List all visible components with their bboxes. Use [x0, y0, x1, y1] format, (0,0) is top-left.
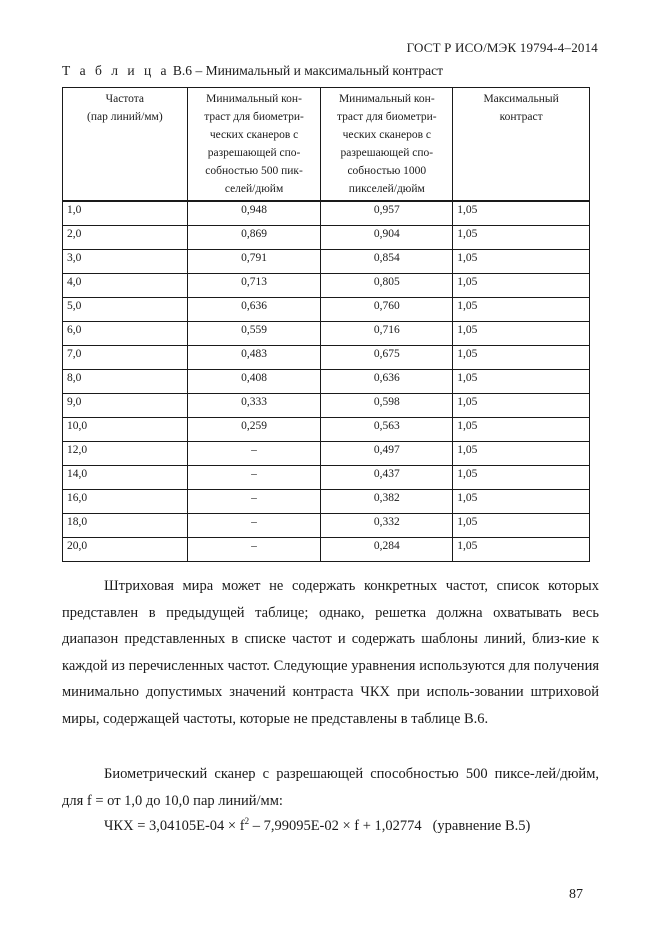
- cell-max: 1,05: [453, 442, 590, 466]
- cell-frequency: 5,0: [63, 298, 188, 322]
- cell-min-500: 0,713: [187, 274, 321, 298]
- cell-max: 1,05: [453, 538, 590, 562]
- cell-min-1000: 0,675: [321, 346, 453, 370]
- cell-min-1000: 0,716: [321, 322, 453, 346]
- table-caption-label: Т а б л и ц а: [62, 63, 170, 78]
- document-header: ГОСТ Р ИСО/МЭК 19794-4–2014: [406, 40, 598, 55]
- cell-frequency: 14,0: [63, 466, 188, 490]
- cell-frequency: 4,0: [63, 274, 188, 298]
- table-row: [63, 322, 590, 346]
- table-row: [63, 250, 590, 274]
- cell-max: 1,05: [453, 514, 590, 538]
- table-row: [63, 370, 590, 394]
- cell-min-1000: 0,598: [321, 394, 453, 418]
- cell-min-500: –: [187, 442, 321, 466]
- paragraph-1: Штриховая мира может не содержать конкретных частот, список которых представлен в предыдущей таблице; однако, решетка должна охватывать весь диапазон представленных в списке частот и содержать шаблоны линий, близ-кие к каждой из перечисленных частот. Следующие уравнения используются для получения минимально допустимых значений контраста ЧКХ при исполь-зовании штриховой миры, содержащей частоты, которые не представлены в таблице В.6.: [62, 578, 599, 727]
- cell-min-1000: 0,957: [321, 201, 453, 226]
- table-row: [63, 490, 590, 514]
- table-row: [63, 201, 590, 226]
- cell-max: 1,05: [453, 418, 590, 442]
- cell-min-1000: 0,636: [321, 370, 453, 394]
- table-row: [63, 442, 590, 466]
- cell-frequency: 12,0: [63, 442, 188, 466]
- cell-frequency: 10,0: [63, 418, 188, 442]
- cell-frequency: 1,0: [63, 201, 188, 226]
- table-body: [63, 201, 590, 562]
- cell-frequency: 9,0: [63, 394, 188, 418]
- cell-max: 1,05: [453, 201, 590, 226]
- cell-max: 1,05: [453, 394, 590, 418]
- header-frequency: Частота (пар линий/мм): [63, 88, 188, 202]
- cell-frequency: 6,0: [63, 322, 188, 346]
- table-row: [63, 394, 590, 418]
- cell-max: 1,05: [453, 226, 590, 250]
- cell-frequency: 16,0: [63, 490, 188, 514]
- table-row: [63, 538, 590, 562]
- table-caption-number: В.6: [172, 63, 193, 78]
- cell-max: 1,05: [453, 490, 590, 514]
- cell-max: 1,05: [453, 250, 590, 274]
- header-min-1000: Минимальный кон- траст для биометри- ческих сканеров с разрешающей спо- собностью 1000 пикселей/дюйм: [321, 88, 453, 202]
- table-row: [63, 346, 590, 370]
- cell-min-500: 0,259: [187, 418, 321, 442]
- cell-min-1000: 0,854: [321, 250, 453, 274]
- cell-min-1000: 0,904: [321, 226, 453, 250]
- cell-min-500: –: [187, 514, 321, 538]
- cell-min-500: –: [187, 490, 321, 514]
- cell-min-1000: 0,382: [321, 490, 453, 514]
- cell-min-500: 0,948: [187, 201, 321, 226]
- cell-min-1000: 0,805: [321, 274, 453, 298]
- table-row: [63, 274, 590, 298]
- cell-max: 1,05: [453, 466, 590, 490]
- table-row: [63, 418, 590, 442]
- cell-min-500: 0,869: [187, 226, 321, 250]
- table-row: [63, 298, 590, 322]
- equation-b5: [104, 816, 530, 835]
- cell-min-500: 0,483: [187, 346, 321, 370]
- cell-min-1000: 0,284: [321, 538, 453, 562]
- cell-max: 1,05: [453, 370, 590, 394]
- cell-min-1000: 0,332: [321, 514, 453, 538]
- cell-max: 1,05: [453, 298, 590, 322]
- table-header-row: [63, 88, 590, 202]
- cell-min-500: 0,559: [187, 322, 321, 346]
- paragraph-2: Биометрический сканер с разрешающей способностью 500 пиксе-лей/дюйм, для f = от 1,0 до 10,0 пар линий/мм:: [62, 766, 599, 809]
- formula-exponent: 2: [244, 816, 250, 826]
- cell-min-500: 0,408: [187, 370, 321, 394]
- cell-min-500: 0,636: [187, 298, 321, 322]
- cell-max: 1,05: [453, 274, 590, 298]
- cell-min-500: 0,791: [187, 250, 321, 274]
- table-caption: [62, 63, 443, 79]
- cell-frequency: 3,0: [63, 250, 188, 274]
- cell-frequency: 20,0: [63, 538, 188, 562]
- cell-min-500: –: [187, 538, 321, 562]
- cell-min-1000: 0,563: [321, 418, 453, 442]
- header-min-500: Минимальный кон- траст для биометри- ческих сканеров с разрешающей спо- собностью 500 пик- селей/дюйм: [187, 88, 321, 202]
- cell-min-1000: 0,497: [321, 442, 453, 466]
- formula-part2: – 7,99095E-02 × f + 1,02774: [249, 818, 422, 834]
- cell-min-1000: 0,437: [321, 466, 453, 490]
- cell-frequency: 2,0: [63, 226, 188, 250]
- formula-label: (уравнение В.5): [432, 818, 531, 834]
- table-row: [63, 226, 590, 250]
- cell-max: 1,05: [453, 346, 590, 370]
- cell-frequency: 7,0: [63, 346, 188, 370]
- contrast-table: [62, 87, 590, 562]
- cell-frequency: 18,0: [63, 514, 188, 538]
- header-max: Максимальный контраст: [453, 88, 590, 202]
- table-row: [63, 514, 590, 538]
- cell-min-1000: 0,760: [321, 298, 453, 322]
- table-caption-title: – Минимальный и максимальный контраст: [195, 63, 443, 78]
- cell-min-500: 0,333: [187, 394, 321, 418]
- cell-max: 1,05: [453, 322, 590, 346]
- table-row: [63, 466, 590, 490]
- page-number: 87: [569, 887, 583, 902]
- formula-part1: ЧКХ = 3,04105E-04 × f: [104, 818, 245, 834]
- cell-frequency: 8,0: [63, 370, 188, 394]
- cell-min-500: –: [187, 466, 321, 490]
